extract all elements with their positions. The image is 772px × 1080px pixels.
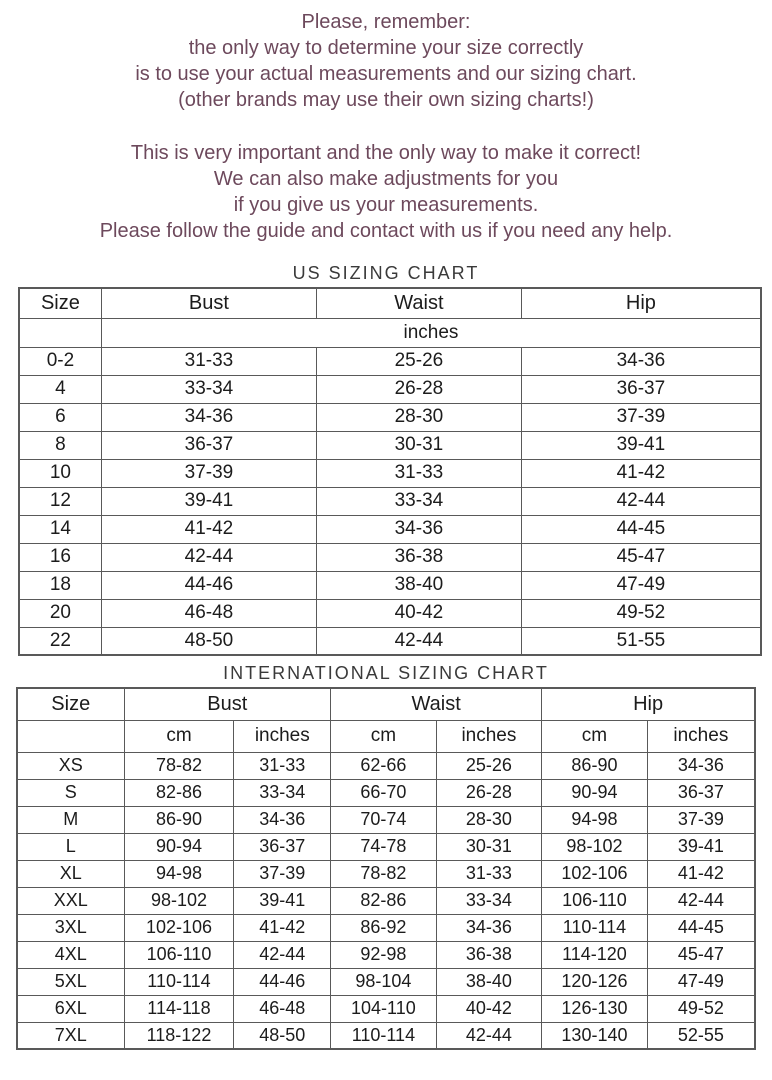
table-row [19,627,761,655]
measurement-cell: 34-36 [521,347,761,375]
measurement-cell: 90-94 [542,779,648,806]
measurement-cell: 30-31 [436,833,542,860]
column-header-bust: Bust [101,288,316,318]
measurement-cell: 106-110 [542,887,648,914]
measurement-cell: 44-45 [647,914,755,941]
table-row [17,968,755,995]
measurement-cell: 47-49 [521,571,761,599]
size-cell: 20 [19,599,101,627]
us-chart-title: US SIZING CHART [292,263,480,283]
intro-line: We can also make adjustments for you [213,168,559,190]
measurement-cell: 78-82 [331,860,437,887]
table-row [19,459,761,487]
intro-paragraph-reminder [0,0,772,113]
table-row [17,752,755,779]
table-row [17,1022,755,1049]
measurement-cell: 34-36 [101,403,316,431]
us-unit-row [19,318,761,347]
measurement-cell: 37-39 [521,403,761,431]
measurement-cell: 31-33 [101,347,316,375]
measurement-cell: 98-102 [542,833,648,860]
intl-chart-title: INTERNATIONAL SIZING CHART [223,663,549,683]
measurement-cell: 46-48 [101,599,316,627]
unit-label-waist-cm: cm [331,720,437,752]
international-sizing-table [16,687,756,1050]
measurement-cell: 45-47 [521,543,761,571]
measurement-cell: 40-42 [436,995,542,1022]
table-row [19,599,761,627]
table-row [19,347,761,375]
measurement-cell: 28-30 [436,806,542,833]
measurement-cell: 34-36 [647,752,755,779]
measurement-cell: 37-39 [647,806,755,833]
measurement-cell: 41-42 [101,515,316,543]
measurement-cell: 33-34 [317,487,522,515]
measurement-cell: 52-55 [647,1022,755,1049]
measurement-cell: 39-41 [521,431,761,459]
size-cell: 0-2 [19,347,101,375]
measurement-cell: 66-70 [331,779,437,806]
size-cell: XXL [17,887,124,914]
measurement-cell: 51-55 [521,627,761,655]
measurement-cell: 82-86 [124,779,234,806]
measurement-cell: 98-104 [331,968,437,995]
measurement-cell: 86-92 [331,914,437,941]
measurement-cell: 41-42 [647,860,755,887]
measurement-cell: 25-26 [436,752,542,779]
table-row [17,914,755,941]
table-row [19,375,761,403]
measurement-cell: 48-50 [234,1022,331,1049]
unit-label-hip-cm: cm [542,720,648,752]
measurement-cell: 33-34 [101,375,316,403]
size-cell: XL [17,860,124,887]
measurement-cell: 110-114 [542,914,648,941]
measurement-cell: 44-46 [234,968,331,995]
measurement-cell: 118-122 [124,1022,234,1049]
measurement-cell: 34-36 [317,515,522,543]
table-row [19,403,761,431]
column-header-size: Size [17,688,124,720]
column-header-bust: Bust [124,688,331,720]
measurement-cell: 44-45 [521,515,761,543]
intl-unit-row [17,720,755,752]
measurement-cell: 48-50 [101,627,316,655]
column-header-size: Size [19,288,101,318]
measurement-cell: 110-114 [124,968,234,995]
measurement-cell: 42-44 [234,941,331,968]
column-header-hip: Hip [521,288,761,318]
column-header-hip: Hip [542,688,755,720]
measurement-cell: 90-94 [124,833,234,860]
us-sizing-table [18,287,762,656]
measurement-cell: 36-38 [317,543,522,571]
empty-cell [17,720,124,752]
measurement-cell: 37-39 [101,459,316,487]
measurement-cell: 104-110 [331,995,437,1022]
unit-label-hip-inches: inches [647,720,755,752]
measurement-cell: 47-49 [647,968,755,995]
measurement-cell: 106-110 [124,941,234,968]
measurement-cell: 30-31 [317,431,522,459]
unit-label-bust-cm: cm [124,720,234,752]
measurement-cell: 36-37 [234,833,331,860]
table-row [19,543,761,571]
size-cell: 5XL [17,968,124,995]
measurement-cell: 31-33 [234,752,331,779]
size-cell: 22 [19,627,101,655]
measurement-cell: 62-66 [331,752,437,779]
measurement-cell: 44-46 [101,571,316,599]
measurement-cell: 110-114 [331,1022,437,1049]
us-header-row [19,288,761,318]
size-cell: L [17,833,124,860]
size-cell: M [17,806,124,833]
size-cell: 10 [19,459,101,487]
measurement-cell: 120-126 [542,968,648,995]
intro-line: Please follow the guide and contact with us if you need any help. [99,220,673,242]
measurement-cell: 114-118 [124,995,234,1022]
measurement-cell: 33-34 [436,887,542,914]
column-header-waist: Waist [317,288,522,318]
table-row [19,487,761,515]
measurement-cell: 28-30 [317,403,522,431]
table-row [17,995,755,1022]
measurement-cell: 42-44 [521,487,761,515]
measurement-cell: 86-90 [124,806,234,833]
measurement-cell: 78-82 [124,752,234,779]
measurement-cell: 102-106 [542,860,648,887]
measurement-cell: 42-44 [436,1022,542,1049]
intl-header-row [17,688,755,720]
unit-label-waist-inches: inches [436,720,542,752]
table-row [19,515,761,543]
intro-line: the only way to determine your size correctly [188,37,584,59]
table-row [19,571,761,599]
column-header-waist: Waist [331,688,542,720]
table-row [17,806,755,833]
size-cell: 6 [19,403,101,431]
measurement-cell: 41-42 [234,914,331,941]
size-cell: 12 [19,487,101,515]
size-cell: 7XL [17,1022,124,1049]
measurement-cell: 126-130 [542,995,648,1022]
measurement-cell: 49-52 [647,995,755,1022]
measurement-cell: 42-44 [101,543,316,571]
measurement-cell: 41-42 [521,459,761,487]
measurement-cell: 31-33 [317,459,522,487]
size-cell: 6XL [17,995,124,1022]
measurement-cell: 36-37 [521,375,761,403]
size-cell: 4 [19,375,101,403]
measurement-cell: 82-86 [331,887,437,914]
measurement-cell: 46-48 [234,995,331,1022]
measurement-cell: 94-98 [124,860,234,887]
measurement-cell: 31-33 [436,860,542,887]
size-cell: 8 [19,431,101,459]
measurement-cell: 40-42 [317,599,522,627]
measurement-cell: 94-98 [542,806,648,833]
measurement-cell: 42-44 [317,627,522,655]
measurement-cell: 26-28 [436,779,542,806]
size-cell: 16 [19,543,101,571]
measurement-cell: 38-40 [317,571,522,599]
measurement-cell: 39-41 [234,887,331,914]
measurement-cell: 130-140 [542,1022,648,1049]
measurement-cell: 36-38 [436,941,542,968]
measurement-cell: 39-41 [647,833,755,860]
table-row [17,887,755,914]
measurement-cell: 98-102 [124,887,234,914]
measurement-cell: 114-120 [542,941,648,968]
intro-line: This is very important and the only way to make it correct! [130,142,642,164]
intro-line: (other brands may use their own sizing charts!) [178,89,594,111]
table-row [17,860,755,887]
size-cell: 18 [19,571,101,599]
size-cell: 3XL [17,914,124,941]
measurement-cell: 36-37 [647,779,755,806]
size-cell: XS [17,752,124,779]
intro-line: is to use your actual measurements and our sizing chart. [135,63,637,85]
measurement-cell: 45-47 [647,941,755,968]
measurement-cell: 38-40 [436,968,542,995]
measurement-cell: 26-28 [317,375,522,403]
size-cell: S [17,779,124,806]
empty-cell [19,318,101,347]
unit-label: inches [101,318,761,347]
measurement-cell: 42-44 [647,887,755,914]
intro-line: if you give us your measurements. [233,194,539,216]
measurement-cell: 33-34 [234,779,331,806]
unit-label-bust-inches: inches [234,720,331,752]
measurement-cell: 102-106 [124,914,234,941]
measurement-cell: 49-52 [521,599,761,627]
measurement-cell: 37-39 [234,860,331,887]
measurement-cell: 34-36 [234,806,331,833]
measurement-cell: 86-90 [542,752,648,779]
intro-paragraph-important [0,140,772,244]
intro-line: Please, remember: [301,11,471,33]
measurement-cell: 39-41 [101,487,316,515]
size-cell: 4XL [17,941,124,968]
measurement-cell: 36-37 [101,431,316,459]
measurement-cell: 70-74 [331,806,437,833]
measurement-cell: 34-36 [436,914,542,941]
table-row [17,779,755,806]
measurement-cell: 92-98 [331,941,437,968]
size-cell: 14 [19,515,101,543]
table-row [17,833,755,860]
measurement-cell: 74-78 [331,833,437,860]
table-row [17,941,755,968]
measurement-cell: 25-26 [317,347,522,375]
table-row [19,431,761,459]
